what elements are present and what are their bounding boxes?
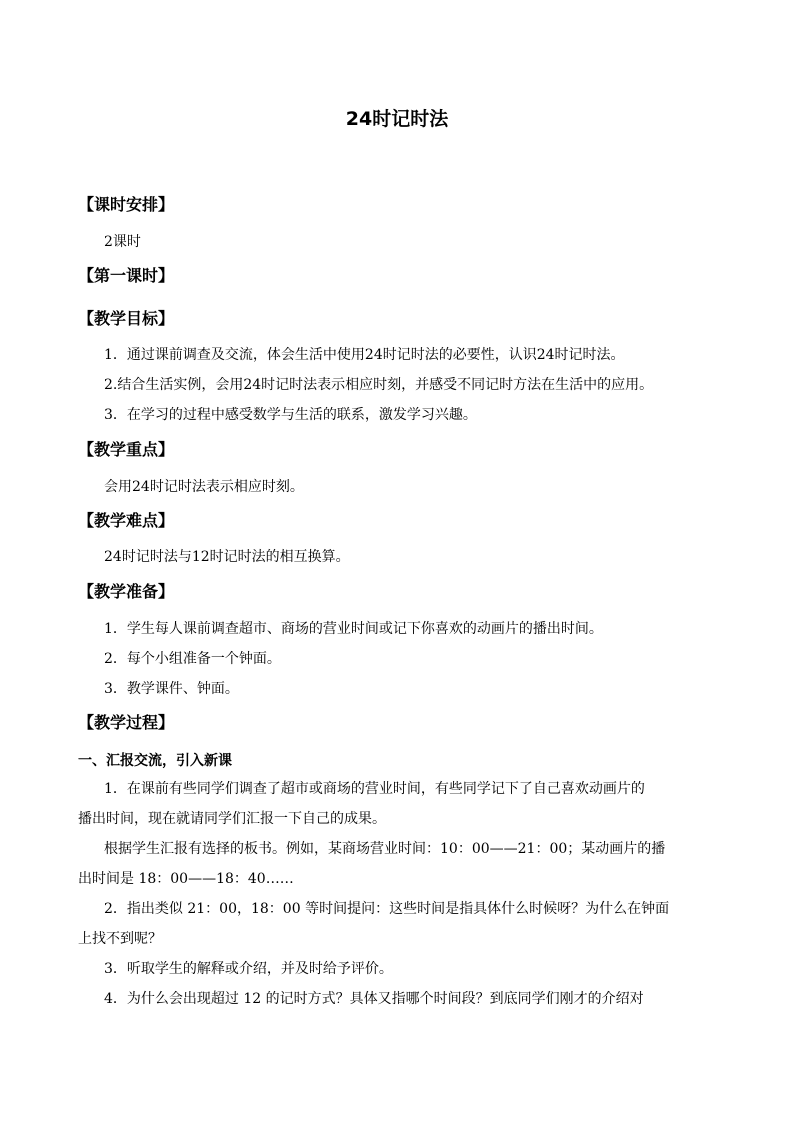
process-line-2: 播出时间，现在就请同学们汇报一下自己的成果。 bbox=[78, 811, 386, 827]
heading-preparation: 【教学准备】 bbox=[78, 582, 175, 601]
process-line-5: 2．指出类似 21：00，18：00 等时间提问：这些时间是指具体什么时候呀？为什么在钟面 bbox=[104, 901, 670, 917]
heading-difficulties: 【教学难点】 bbox=[78, 511, 175, 530]
heading-schedule: 【课时安排】 bbox=[78, 195, 175, 214]
process-line-1: 1．在课前有些同学们调查了超市或商场的营业时间，有些同学记下了自己喜欢动画片的 bbox=[104, 781, 645, 797]
heading-lesson1: 【第一课时】 bbox=[78, 266, 175, 285]
preparation-item-1: 1．学生每人课前调查超市、商场的营业时间或记下你喜欢的动画片的播出时间。 bbox=[104, 621, 603, 637]
goal-item-1: 1．通过课前调查及交流，体会生活中使用24时记时法的必要性，认识24时记时法。 bbox=[104, 347, 625, 363]
process-line-7: 3．听取学生的解释或介绍，并及时给予评价。 bbox=[104, 961, 393, 977]
goal-item-3: 3．在学习的过程中感受数学与生活的联系，激发学习兴趣。 bbox=[104, 407, 477, 423]
heading-process: 【教学过程】 bbox=[78, 713, 175, 732]
document-title: 24时记时法 bbox=[345, 108, 449, 130]
process-line-4: 出时间是 18：00——18：40…… bbox=[78, 871, 294, 887]
preparation-item-3: 3．教学课件、钟面。 bbox=[104, 681, 239, 697]
process-line-8: 4．为什么会出现超过 12 的记时方式？具体又指哪个时间段？到底同学们刚才的介绍对 bbox=[104, 991, 644, 1007]
heading-goals: 【教学目标】 bbox=[78, 309, 175, 328]
preparation-item-2: 2．每个小组准备一个钟面。 bbox=[104, 651, 281, 667]
difficulties-text: 24时记时法与12时记时法的相互换算。 bbox=[104, 549, 350, 565]
process-line-3: 根据学生汇报有选择的板书。例如，某商场营业时间：10：00——21：00；某动画片的播 bbox=[104, 841, 666, 857]
schedule-text: 2课时 bbox=[104, 234, 141, 250]
process-line-6: 上找不到呢？ bbox=[78, 931, 162, 947]
heading-key-points: 【教学重点】 bbox=[78, 440, 175, 459]
goal-item-2: 2.结合生活实例，会用24时记时法表示相应时刻，并感受不同记时方法在生活中的应用。 bbox=[104, 377, 654, 393]
key-points-text: 会用24时记时法表示相应时刻。 bbox=[104, 479, 304, 495]
process-part1-title: 一、汇报交流，引入新课 bbox=[78, 753, 232, 769]
